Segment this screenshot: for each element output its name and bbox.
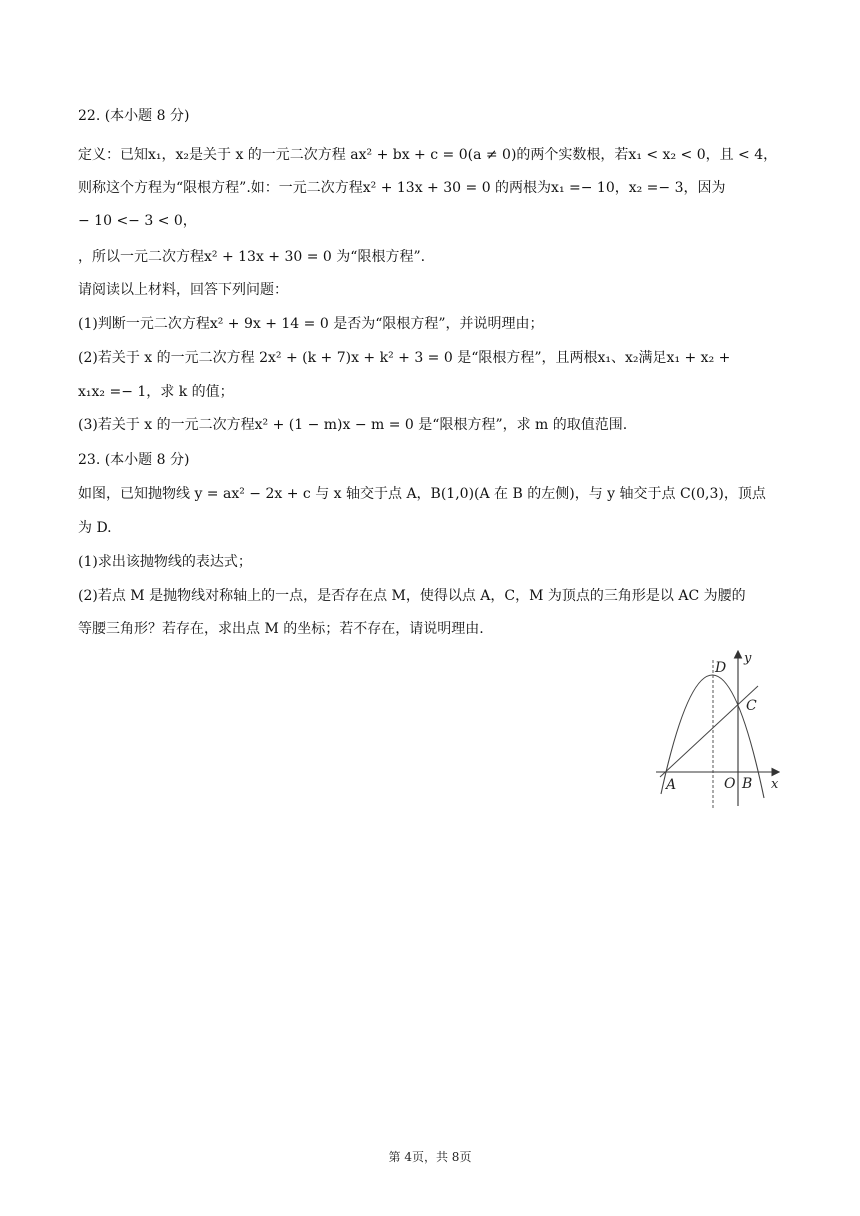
label-x: x [771,777,779,792]
q23-line-3: (1)求出该抛物线的表达式； [78,554,252,570]
q23-line-5: 等腰三角形？若存在，求出点 M 的坐标；若不存在，请说明理由. [78,621,484,637]
q22-line-9: (3)若关于 x 的一元二次方程x² + (1 − m)x − m = 0 是“限根方程”，求 m 的取值范围. [78,417,628,433]
label-c: C [746,698,757,714]
q23-line-1: 如图，已知抛物线 y = ax² − 2x + c 与 x 轴交于点 A，B(1,0)(A 在 B 的左侧)，与 y 轴交于点 C(0,3)，顶点 [78,486,766,502]
q23-line-2: 为 D. [78,520,112,536]
q22-line-6: (1)判断一元二次方程x² + 9x + 14 = 0 是否为“限根方程”，并说明理由； [78,316,544,332]
q22-line-5: 请阅读以上材料，回答下列问题： [78,282,288,298]
line-ac [660,686,758,777]
q22-header: 22. (本小题 8 分) [78,108,190,124]
q22-line-8: x₁x₂ =− 1，求 k 的值； [78,384,234,400]
parabola-diagram [652,646,788,812]
q22-line-7: (2)若关于 x 的一元二次方程 2x² + (k + 7)x + k² + 3 = 0 是“限根方程”，且两根x₁、x₂满足x₁ + x₂ + [78,350,731,366]
label-a: A [666,777,677,793]
q23-header: 23. (本小题 8 分) [78,452,190,468]
q22-line-2: 则称这个方程为“限根方程”.如：一元二次方程x² + 13x + 30 = 0 的两根为x₁ =− 10，x₂ =− 3，因为 [78,180,726,196]
page-footer: 第 4页，共 8页 [388,1150,472,1164]
q23-line-4: (2)若点 M 是抛物线对称轴上的一点，是否存在点 M，使得以点 A，C，M 为顶点的三角形是以 AC 为腰的 [78,588,746,604]
label-y: y [744,651,752,666]
parabola-figure [652,646,788,812]
q22-line-3: − 10 <− 3 < 0， [78,213,197,229]
q22-line-4: ，所以一元二次方程x² + 13x + 30 = 0 为“限根方程”. [78,249,426,265]
label-b: B [742,776,753,792]
label-d: D [715,660,727,676]
q22-line-1: 定义：已知x₁，x₂是关于 x 的一元二次方程 ax² + bx + c = 0(a ≠ 0)的两个实数根，若x₁ < x₂ < 0，且 < 4， [78,147,778,163]
label-o: O [724,776,736,792]
